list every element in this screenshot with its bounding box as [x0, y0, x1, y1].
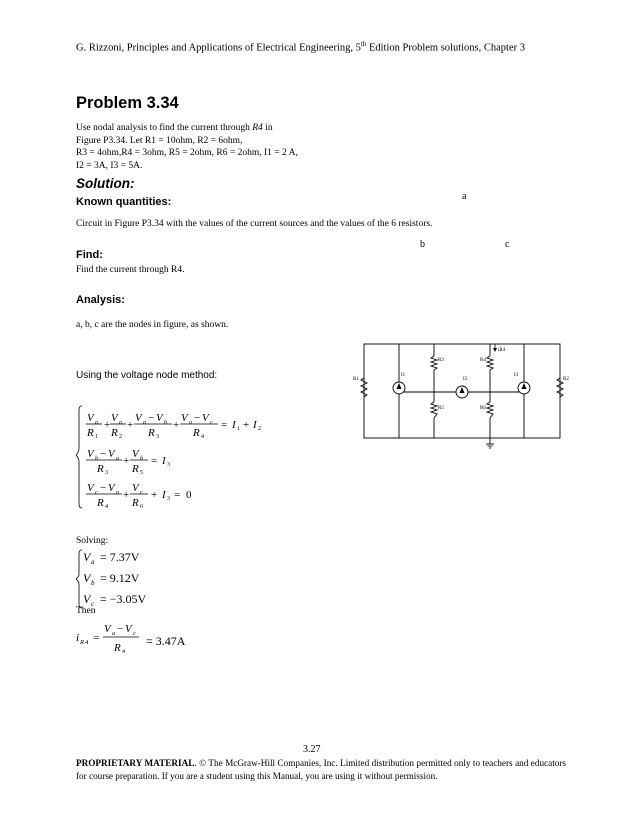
nodal-equations	[76, 398, 286, 513]
svg-text:R: R	[114, 642, 121, 654]
node-label-b: b	[420, 239, 425, 250]
svg-text:V: V	[87, 412, 94, 424]
svg-text:−: −	[100, 448, 107, 460]
svg-text:R: R	[148, 427, 155, 439]
footer-bold: PROPRIETARY MATERIAL	[76, 758, 195, 768]
svg-text:2: 2	[119, 434, 122, 440]
svg-text:V: V	[156, 412, 163, 424]
svg-text:V: V	[108, 448, 115, 460]
svg-text:a: a	[112, 631, 115, 637]
solution-heading: Solution:	[76, 176, 135, 191]
svg-text:R: R	[193, 427, 200, 439]
svg-text:−: −	[117, 623, 124, 635]
svg-text:+: +	[173, 419, 180, 431]
svg-text:c: c	[133, 631, 136, 637]
svg-text:=: =	[221, 419, 228, 431]
label-r3: R3	[438, 358, 444, 363]
statement-line-1-end: in	[262, 123, 273, 133]
svg-text:V: V	[202, 412, 209, 424]
svg-text:V: V	[87, 448, 94, 460]
svg-text:R: R	[111, 427, 118, 439]
svg-text:V: V	[83, 592, 91, 606]
svg-text:a: a	[95, 420, 98, 426]
svg-text:R: R	[80, 639, 84, 646]
label-r4: R4	[480, 358, 486, 363]
svg-text:1: 1	[237, 426, 240, 432]
svg-text:−: −	[148, 412, 155, 424]
statement-line-4: I2 = 3A, I3 = 5A.	[76, 160, 143, 171]
label-r1: R1	[353, 377, 359, 382]
statement-variable: R4	[252, 123, 263, 133]
node-label-c: c	[505, 239, 510, 250]
svg-text:4: 4	[201, 434, 204, 440]
svg-text:c: c	[95, 490, 98, 496]
footer-text: . © The McGraw-Hill Companies, Inc. Limited distribution permitted only to teachers and educators for course preparation. If you are a student using this Manual, you are using it without permission.	[76, 758, 566, 781]
problem-title: Problem 3.34	[76, 94, 179, 112]
svg-text:V: V	[83, 571, 91, 585]
problem-statement	[76, 122, 376, 172]
node-label-a: a	[462, 191, 467, 202]
solution-va: = 7.37V	[100, 550, 140, 564]
svg-text:5: 5	[140, 470, 143, 476]
then-label: Then	[76, 606, 96, 616]
svg-text:6: 6	[140, 504, 143, 510]
svg-text:I: I	[253, 419, 257, 431]
svg-text:R: R	[97, 497, 104, 509]
svg-text:+: +	[123, 489, 130, 501]
svg-text:a: a	[143, 420, 146, 426]
page-number: 3.27	[303, 744, 321, 755]
label-r2: R2	[563, 377, 569, 382]
svg-text:I: I	[162, 455, 166, 467]
svg-text:b: b	[91, 579, 95, 587]
statement-line-2: Figure P3.34. Let R1 = 10ohm, R2 = 6ohm,	[76, 135, 243, 146]
known-heading: Known quantities:	[76, 196, 172, 208]
find-heading: Find:	[76, 249, 103, 261]
header-text: G. Rizzoni, Principles and Applications of Electrical Engineering, 5	[76, 42, 361, 54]
analysis-text: a, b, c are the nodes in figure, as shown.	[76, 320, 229, 330]
label-i2: I2	[463, 377, 468, 382]
svg-text:a: a	[91, 558, 95, 566]
label-r5: R5	[438, 406, 444, 411]
svg-text:3: 3	[167, 496, 170, 502]
header-suffix: Edition Problem solutions, Chapter 3	[366, 42, 526, 54]
svg-text:=: =	[93, 632, 100, 644]
svg-text:c: c	[210, 420, 213, 426]
svg-text:+: +	[243, 419, 250, 431]
statement-line-1-text: Use nodal analysis to find the current through	[76, 123, 253, 133]
svg-text:V: V	[87, 482, 94, 494]
result-formula	[76, 618, 156, 658]
solving-label: Solving:	[76, 536, 109, 546]
label-i1: I1	[401, 373, 406, 378]
svg-text:a: a	[116, 490, 119, 496]
svg-text:=: =	[151, 455, 158, 467]
svg-text:i: i	[76, 632, 80, 644]
svg-text:4: 4	[122, 649, 125, 655]
svg-text:V: V	[111, 412, 118, 424]
svg-text:b: b	[164, 420, 167, 426]
svg-text:b: b	[95, 456, 98, 462]
svg-text:1: 1	[95, 434, 98, 440]
svg-text:3: 3	[167, 462, 170, 468]
svg-text:=: =	[174, 489, 181, 501]
svg-text:V: V	[108, 482, 115, 494]
svg-text:R: R	[132, 463, 139, 475]
svg-text:−: −	[100, 482, 107, 494]
statement-line-3: R3 = 4ohm,R4 = 3ohm, R5 = 2ohm, R6 = 2ohm, I1 = 2 A,	[76, 148, 298, 159]
copyright-footer	[76, 757, 566, 783]
header-sup: th	[360, 40, 367, 48]
svg-text:4: 4	[105, 504, 108, 510]
label-i3: I3	[514, 373, 519, 378]
svg-text:I: I	[232, 419, 236, 431]
svg-text:a: a	[189, 420, 192, 426]
svg-text:R: R	[132, 497, 139, 509]
svg-text:4: 4	[85, 639, 89, 646]
result-value: = 3.47A	[146, 634, 186, 648]
circuit-diagram	[340, 340, 572, 452]
svg-text:V: V	[135, 412, 142, 424]
svg-text:b: b	[140, 456, 143, 462]
svg-text:R: R	[97, 463, 104, 475]
svg-text:a: a	[119, 420, 122, 426]
svg-text:+: +	[151, 489, 158, 501]
svg-text:R: R	[87, 427, 94, 439]
svg-text:+: +	[123, 455, 130, 467]
svg-text:3: 3	[156, 434, 159, 440]
svg-text:V: V	[132, 482, 139, 494]
statement-line-1	[76, 122, 376, 135]
label-ir4: iR4	[498, 348, 506, 353]
svg-text:+: +	[127, 419, 134, 431]
svg-text:3: 3	[105, 470, 108, 476]
svg-text:c: c	[140, 490, 143, 496]
solution-vb: = 9.12V	[100, 571, 140, 585]
svg-text:0: 0	[186, 489, 192, 501]
svg-text:−: −	[194, 412, 201, 424]
svg-text:V: V	[132, 448, 139, 460]
label-r6: R6	[480, 406, 486, 411]
svg-text:a: a	[116, 456, 119, 462]
svg-text:V: V	[104, 623, 111, 635]
known-text: Circuit in Figure P3.34 with the values of the current sources and the values of the 6 resistors.	[76, 219, 433, 229]
solution-vc: = −3.05V	[100, 592, 147, 606]
find-text: Find the current through R4.	[76, 265, 185, 275]
svg-text:c: c	[91, 600, 95, 608]
svg-text:V: V	[181, 412, 188, 424]
svg-text:+: +	[104, 419, 111, 431]
svg-text:2: 2	[258, 426, 261, 432]
svg-text:V: V	[83, 550, 91, 564]
running-header	[76, 40, 525, 54]
method-text: Using the voltage node method:	[76, 370, 218, 381]
analysis-heading: Analysis:	[76, 294, 125, 306]
svg-text:I: I	[162, 489, 166, 501]
svg-text:V: V	[125, 623, 132, 635]
